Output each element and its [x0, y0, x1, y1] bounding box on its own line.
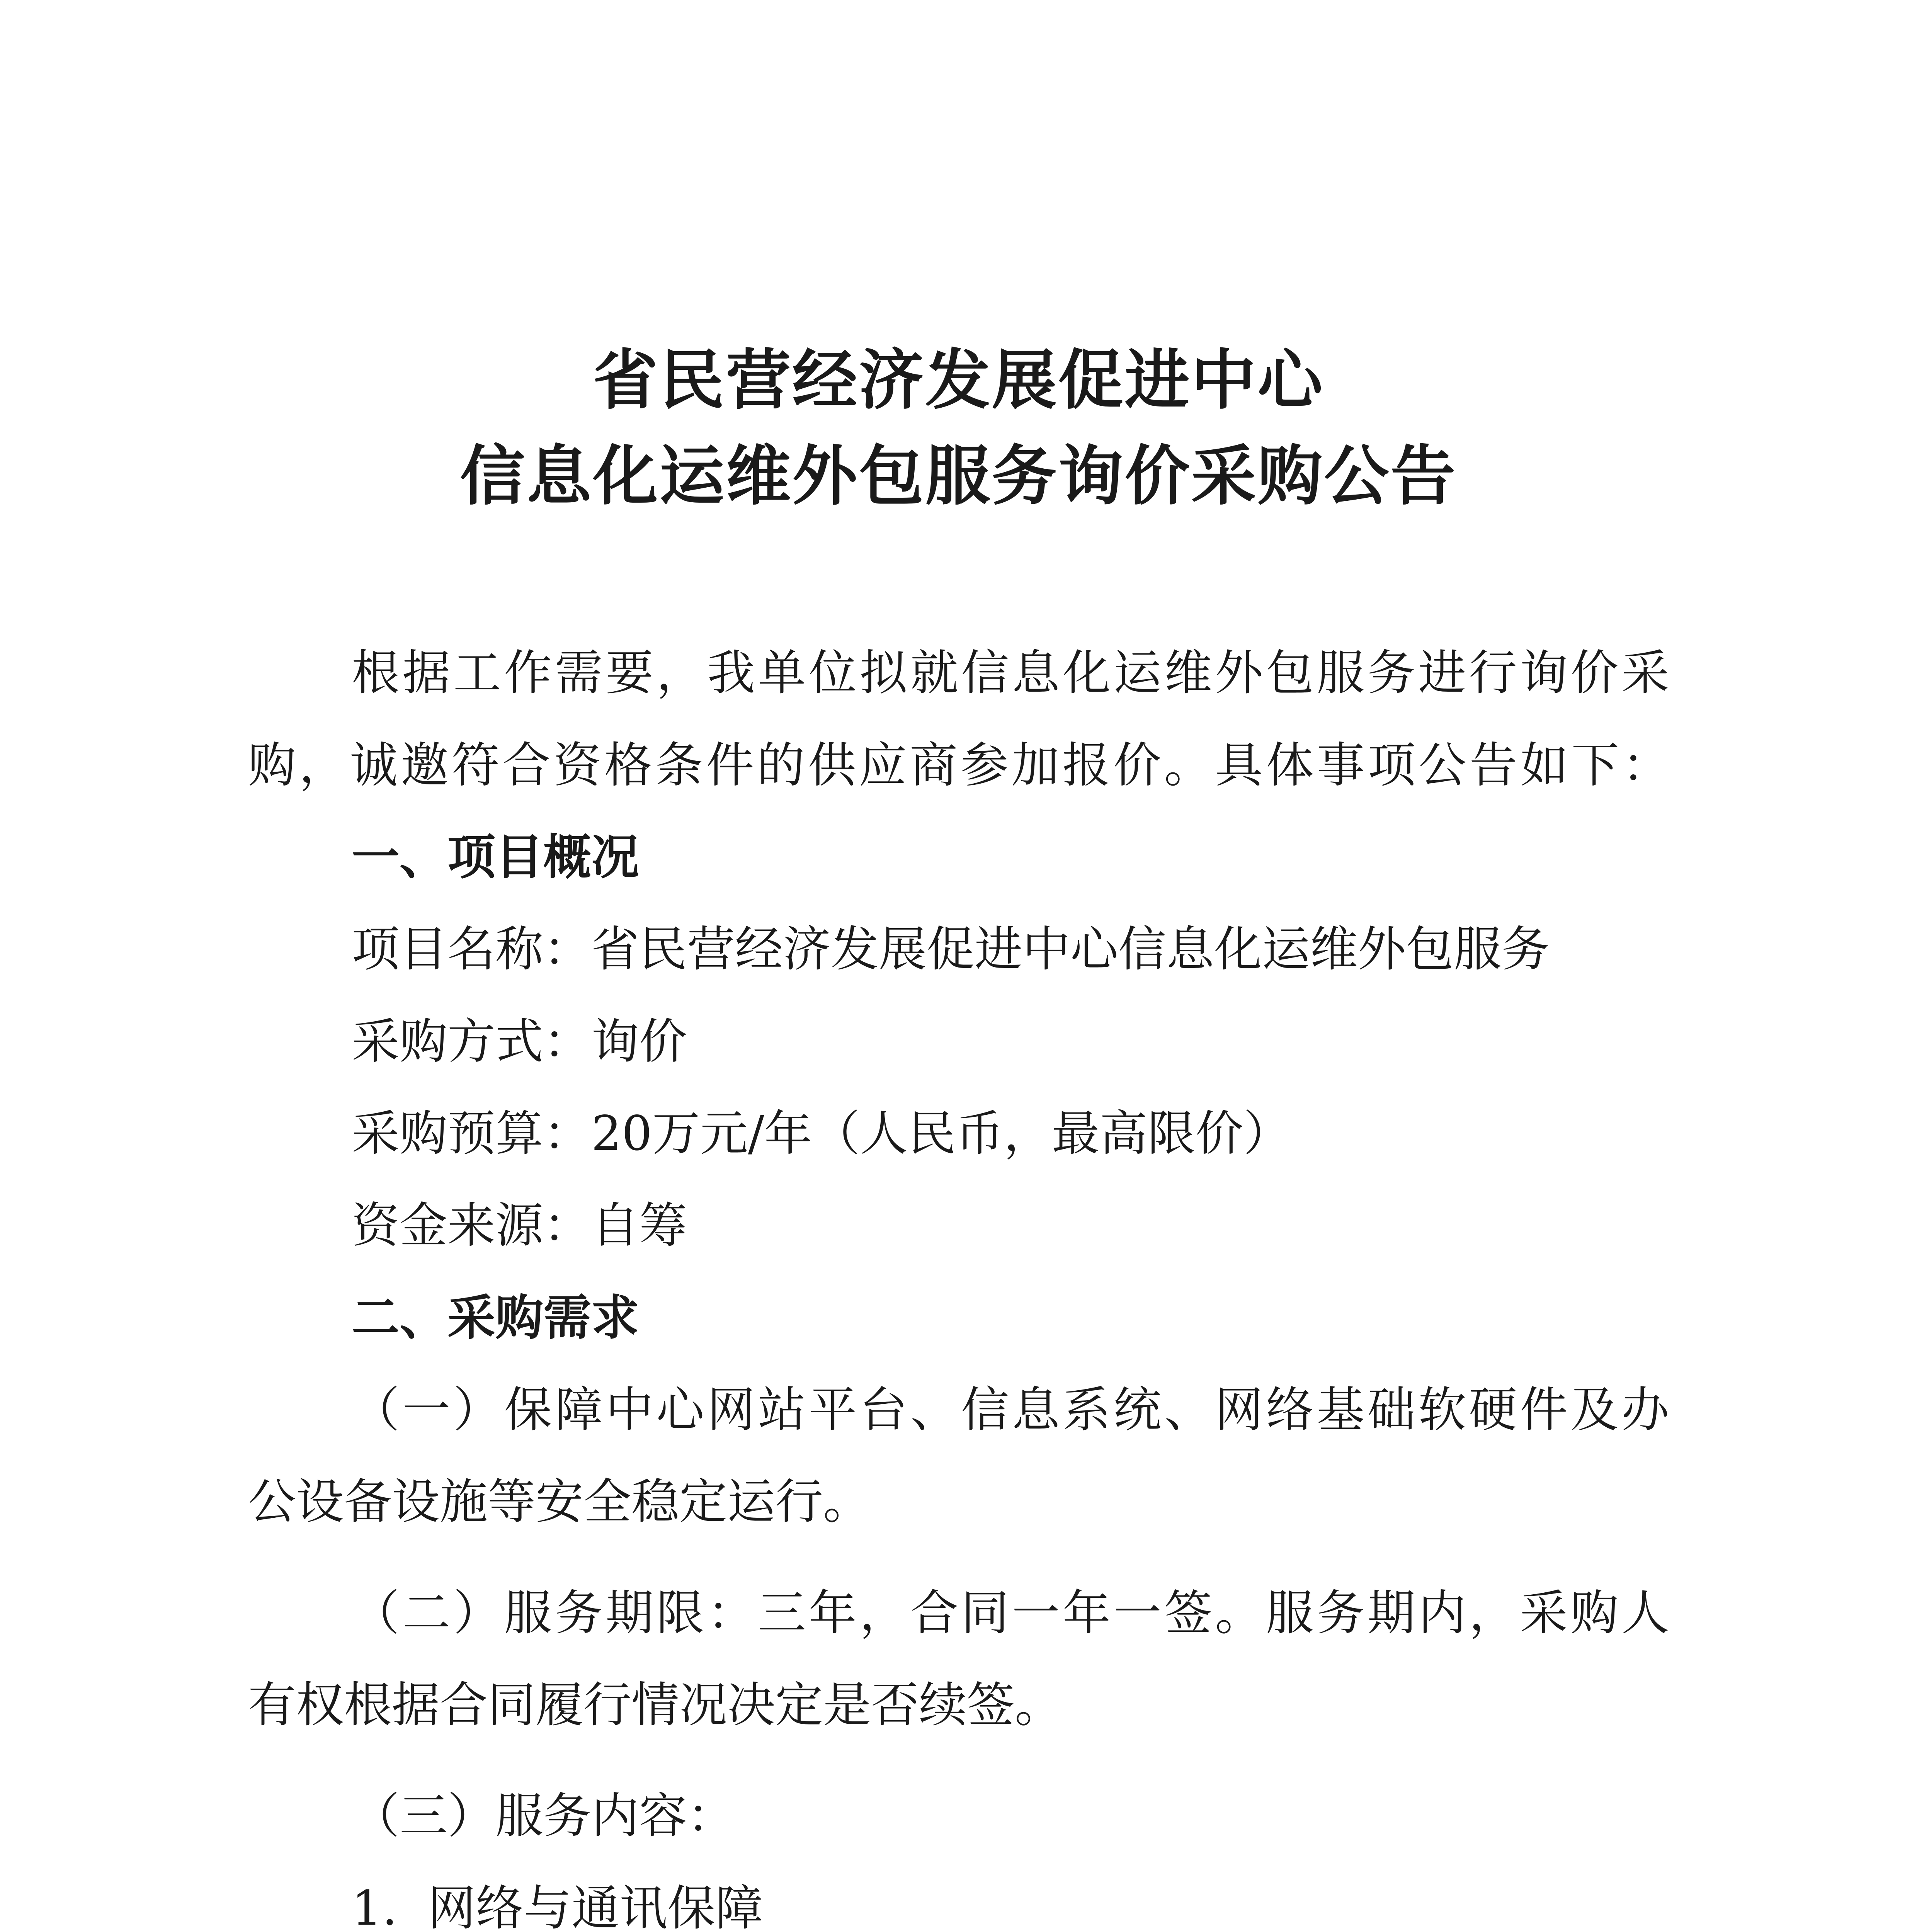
title-line-2: 信息化运维外包服务询价采购公告	[460, 438, 1457, 514]
title-line-1: 省民营经济发展促进中心	[593, 342, 1324, 418]
requirement-3-heading: （三）服务内容：	[352, 1788, 735, 1844]
procurement-budget: 采购预算：20万元/年（人民币，最高限价）	[352, 1106, 1291, 1162]
requirement-2-line-1: （二）服务期限：三年，合同一年一签。服务期内，采购人	[352, 1585, 1669, 1641]
intro-paragraph-line-2: 购，诚邀符合资格条件的供应商参加报价。具体事项公告如下：	[248, 738, 1670, 793]
section-heading-requirements: 二、采购需求	[352, 1290, 640, 1346]
funding-source: 资金来源：自筹	[352, 1198, 687, 1253]
requirement-2-line-2: 有权根据合同履行情况决定是否续签。	[248, 1677, 1063, 1733]
project-name: 项目名称：省民营经济发展促进中心信息化运维外包服务	[352, 922, 1550, 977]
intro-paragraph-line-1: 根据工作需要，我单位拟就信息化运维外包服务进行询价采	[352, 645, 1669, 701]
service-item-1-heading: 1. 网络与通讯保障	[352, 1881, 764, 1932]
procurement-method: 采购方式：询价	[352, 1014, 687, 1070]
requirement-1-line-1: （一）保障中心网站平台、信息系统、网络基础软硬件及办	[352, 1382, 1669, 1438]
requirement-1-line-2: 公设备设施等安全稳定运行。	[248, 1474, 871, 1530]
section-heading-overview: 一、项目概况	[352, 830, 640, 885]
